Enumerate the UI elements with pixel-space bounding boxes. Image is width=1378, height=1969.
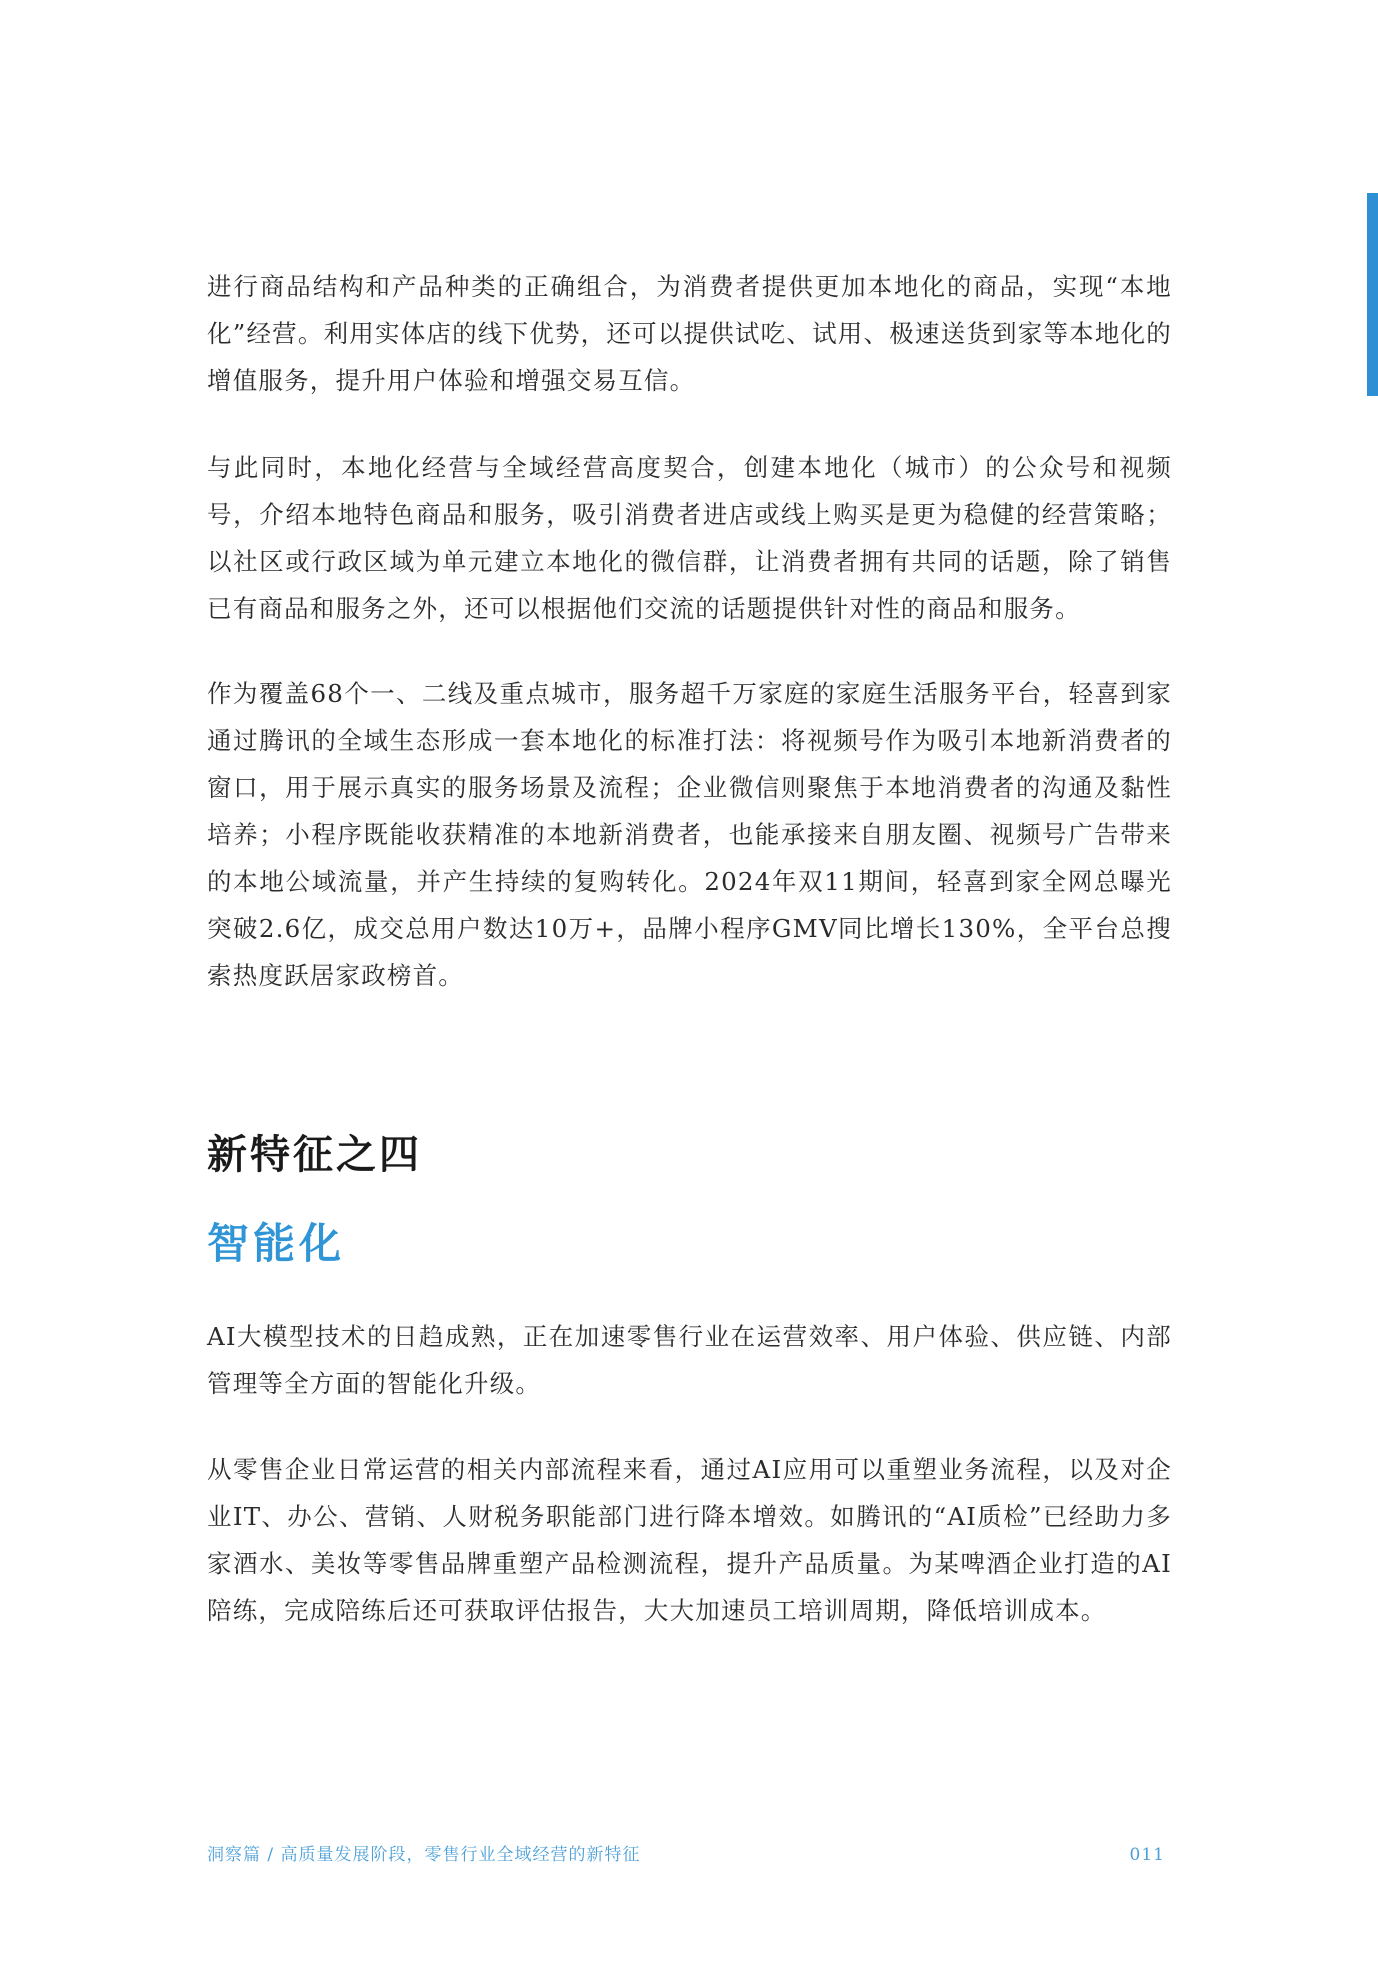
section-subheading: 智能化 [207, 1219, 346, 1268]
paragraph-localized-products: 进行商品结构和产品种类的正确组合，为消费者提供更加本地化的商品，实现“本地化”经营。利用实体店的线下优势，还可以提供试吃、试用、极速送货到家等本地化的增值服务，提升用户体验和增强交易互信。 [207, 272, 1172, 395]
body-text-top [207, 263, 1172, 999]
page-edge-tab [1367, 193, 1378, 396]
paragraph-ai-operations: 从零售企业日常运营的相关内部流程来看，通过AI应用可以重塑业务流程，以及对企业IT、办公、营销、人财税务职能部门进行降本增效。如腾讯的“AI质检”已经助力多家酒水、美妆等零售品牌重塑产品检测流程，提升产品质量。为某啤酒企业打造的AI陪练，完成陪练后还可获取评估报告，大大加速员工培训周期，降低培训成本。 [207, 1455, 1172, 1625]
section-heading: 新特征之四 [207, 1131, 422, 1178]
footer-breadcrumb: 洞察篇 / 高质量发展阶段，零售行业全域经营的新特征 [207, 1845, 641, 1865]
body-text-bottom [207, 1313, 1172, 1634]
paragraph-ai-intro: AI大模型技术的日趋成熟，正在加速零售行业在运营效率、用户体验、供应链、内部管理等全方面的智能化升级。 [207, 1322, 1172, 1398]
paragraph-case-study: 作为覆盖68个一、二线及重点城市，服务超千万家庭的家庭生活服务平台，轻喜到家通过腾讯的全域生态形成一套本地化的标准打法：将视频号作为吸引本地新消费者的窗口，用于展示真实的服务场景及流程；企业微信则聚焦于本地消费者的沟通及黏性培养；小程序既能收获精准的本地新消费者，也能承接来自朋友圈、视频号广告带来的本地公域流量，并产生持续的复购转化。2024年双11期间，轻喜到家全网总曝光突破2.6亿，成交总用户数达10万+，品牌小程序GMV同比增长130%，全平台总搜索热度跃居家政榜首。 [207, 679, 1172, 990]
paragraph-localized-channels: 与此同时，本地化经营与全域经营高度契合，创建本地化（城市）的公众号和视频号，介绍本地特色商品和服务，吸引消费者进店或线上购买是更为稳健的经营策略；以社区或行政区域为单元建立本地化的微信群，让消费者拥有共同的话题，除了销售已有商品和服务之外，还可以根据他们交流的话题提供针对性的商品和服务。 [207, 453, 1172, 623]
page-number: 011 [1129, 1845, 1165, 1865]
